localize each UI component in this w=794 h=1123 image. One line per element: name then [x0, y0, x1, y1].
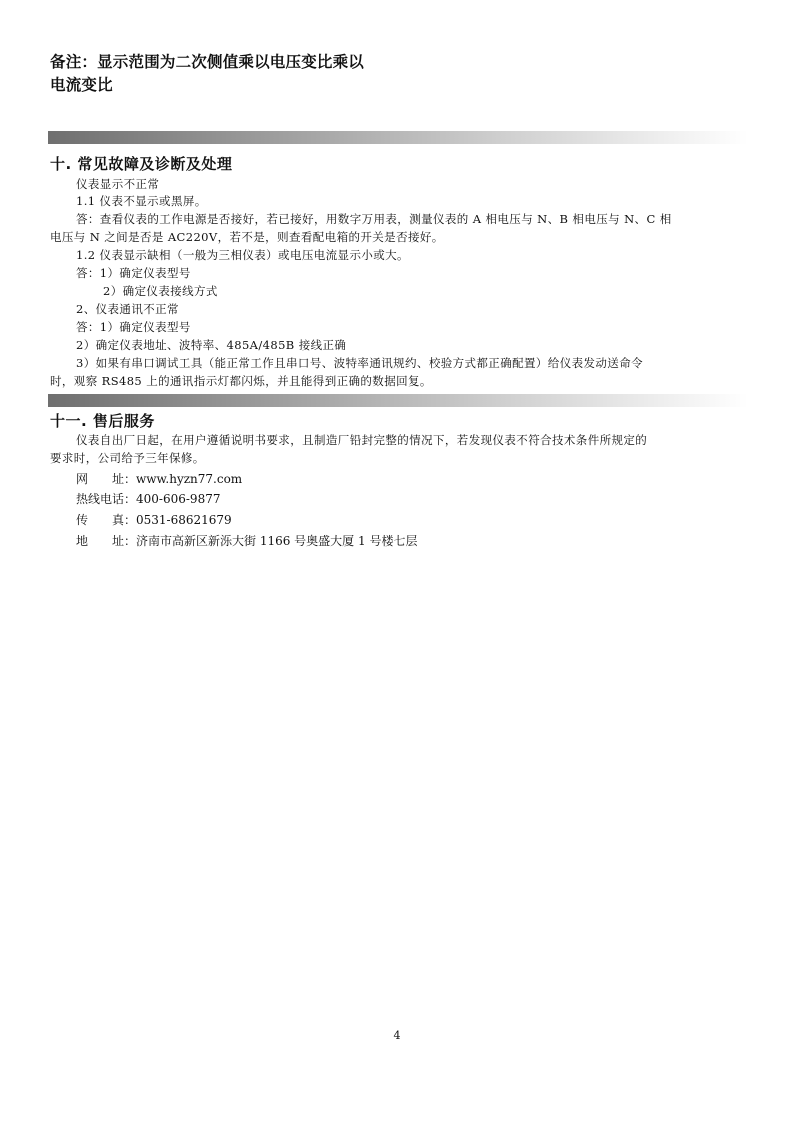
- s10-line-8: 答：1）确定仪表型号: [76, 320, 191, 334]
- s10-line-5: 答：1）确定仪表型号: [76, 266, 191, 280]
- s10-line-6: 2）确定仪表接线方式: [103, 284, 218, 298]
- contact-website: [76, 470, 242, 487]
- section-11-heading: 十一. 售后服务: [50, 412, 155, 430]
- s10-line-0: 仪表显示不正常: [76, 177, 160, 191]
- s11-line-0: 仪表自出厂日起，在用户遵循说明书要求，且制造厂铅封完整的情况下，若发现仪表不符合技术条件所规定的: [76, 433, 648, 447]
- s10-line-1: 1.1 仪表不显示或黑屏。: [76, 194, 207, 208]
- contact-label: 地 址：: [76, 534, 137, 548]
- section-divider-bar: [48, 131, 748, 144]
- note-line-1: 备注：显示范围为二次侧值乘以电压变比乘以: [50, 53, 365, 71]
- contact-hotline: [76, 490, 220, 507]
- contact-label: 传 真：: [76, 513, 137, 527]
- s10-line-11: 时，观察 RS485 上的通讯指示灯都闪烁，并且能得到正确的数据回复。: [50, 374, 432, 388]
- s10-line-4: 1.2 仪表显示缺相（一般为三相仪表）或电压电流显示小或大。: [76, 248, 409, 262]
- contact-address: [76, 532, 417, 549]
- s10-line-2: 答：查看仪表的工作电源是否接好，若已接好，用数字万用表，测量仪表的 A 相电压与 N、B 相电压与 N、C 相: [76, 212, 672, 226]
- contact-fax: [76, 511, 232, 528]
- contact-value: 济南市高新区新泺大街 1166 号奥盛大厦 1 号楼七层: [136, 534, 418, 548]
- contact-value: 400-606-9877: [136, 492, 221, 506]
- contact-label: 热线电话：: [76, 492, 137, 506]
- section-10-heading: 十. 常见故障及诊断及处理: [50, 155, 233, 173]
- s11-line-1: 要求时，公司给予三年保修。: [50, 451, 205, 465]
- contact-value: www.hyzn77.com: [136, 472, 243, 486]
- section-divider-bar: [48, 394, 748, 407]
- contact-label: 网 址：: [76, 472, 137, 486]
- s10-line-7: 2、仪表通讯不正常: [76, 302, 179, 316]
- contact-value: 0531-68621679: [136, 513, 232, 527]
- note-line-2: 电流变比: [50, 76, 113, 94]
- s10-line-3: 电压与 N 之间是否是 AC220V，若不是，则查看配电箱的开关是否接好。: [50, 230, 444, 244]
- s10-line-10: 3）如果有串口调试工具（能正常工作且串口号、波特率通讯规约、校验方式都正确配置）给仪表发动送命令: [76, 356, 644, 370]
- page-number: 4: [393, 1029, 401, 1042]
- s10-line-9: 2）确定仪表地址、波特率、485A/485B 接线正确: [76, 338, 347, 352]
